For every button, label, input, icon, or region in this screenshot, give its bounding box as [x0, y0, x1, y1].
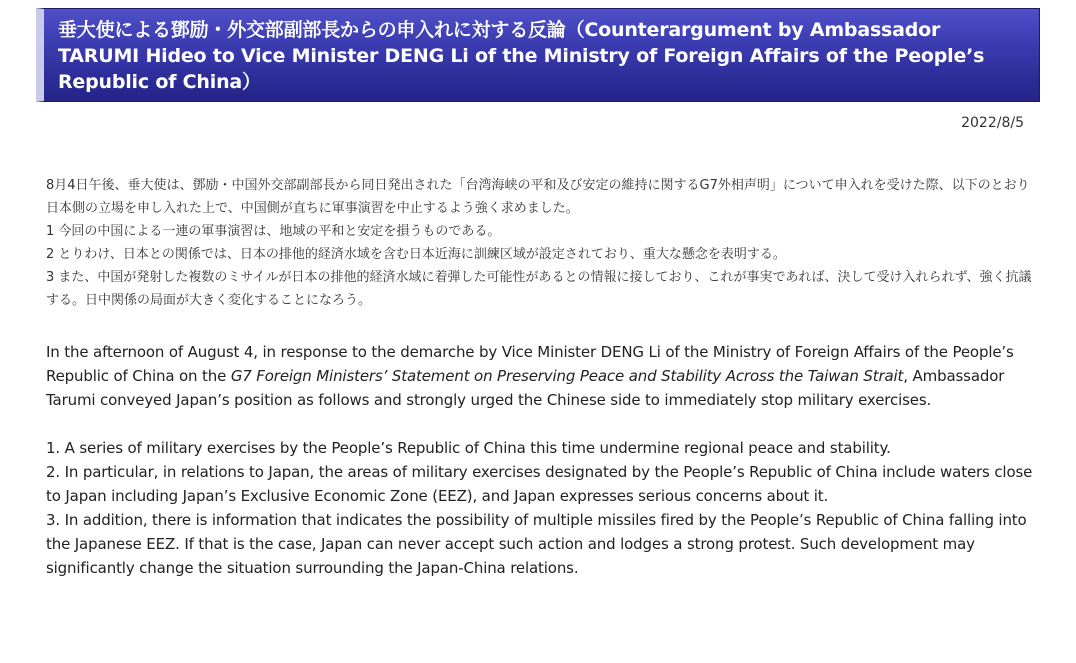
- japanese-point-2: 2 とりわけ、日本との関係では、日本の排他的経済水域を含む日本近海に訓練区域が設定されており、重大な懸念を表明する。: [46, 247, 786, 262]
- page-title: 垂大使による鄧励・外交部副部長からの申入れに対する反論（Counterargument by Ambassador TARUMI Hideo to Vice Minister DENG Li of the Ministry of Foreign Affairs of the People’s Republic of China）: [58, 19, 985, 93]
- english-intro-tail: , Ambassador Tarumi conveyed Japan’s position as follows and strongly urged the Chinese side to immediately stop military exercises.: [46, 367, 1005, 409]
- english-point-1: 1. A series of military exercises by the People’s Republic of China this time undermine regional peace and stability.: [46, 439, 891, 457]
- japanese-intro: 8月4日午後、垂大使は、鄧励・中国外交部副部長から同日発出された「台湾海峡の平和及び安定の維持に関するG7外相声明」について申入れを受けた際、以下のとおり日本側の立場を申し入れた上で、中国側が直ちに軍事演習を中止するよう強く求めました。: [46, 178, 1030, 216]
- g7-statement-title: G7 Foreign Ministers’ Statement on Preserving Peace and Stability Across the Taiwan Strait: [230, 367, 904, 385]
- japanese-point-3: 3 また、中国が発射した複数のミサイルが日本の排他的経済水域に着弾した可能性があるとの情報に接しており、これが事実であれば、決して受け入れられず、強く抗議する。日中関係の局面が大きく変化することになろう。: [46, 270, 1032, 308]
- paragraph-spacer: [46, 412, 1036, 436]
- english-intro-lead: In the afternoon of August 4, in response to the demarche by Vice Minister DENG Li of the Ministry of Foreign Affairs of the People’s Republic of China on the: [46, 343, 1014, 385]
- english-section: [46, 340, 1036, 580]
- publication-date: 2022/8/5: [961, 115, 1024, 131]
- english-point-3: 3. In addition, there is information that indicates the possibility of multiple missiles fired by the People’s Republic of China falling into the Japanese EEZ. If that is the case, Japan can never accept such action and lodges a strong protest. Such development may significantly change the situation surrounding the Japan-China relations.: [46, 511, 1027, 577]
- page-title-banner: [36, 8, 1040, 102]
- english-point-2: 2. In particular, in relations to Japan, the areas of military exercises designated by the People’s Republic of China include waters close to Japan including Japan’s Exclusive Economic Zone (EEZ), and Japan expresses serious concerns about it.: [46, 463, 1033, 505]
- japanese-point-1: 1 今回の中国による一連の軍事演習は、地域の平和と安定を損うものである。: [46, 224, 501, 239]
- english-intro: [46, 340, 1036, 412]
- japanese-section: [46, 174, 1034, 312]
